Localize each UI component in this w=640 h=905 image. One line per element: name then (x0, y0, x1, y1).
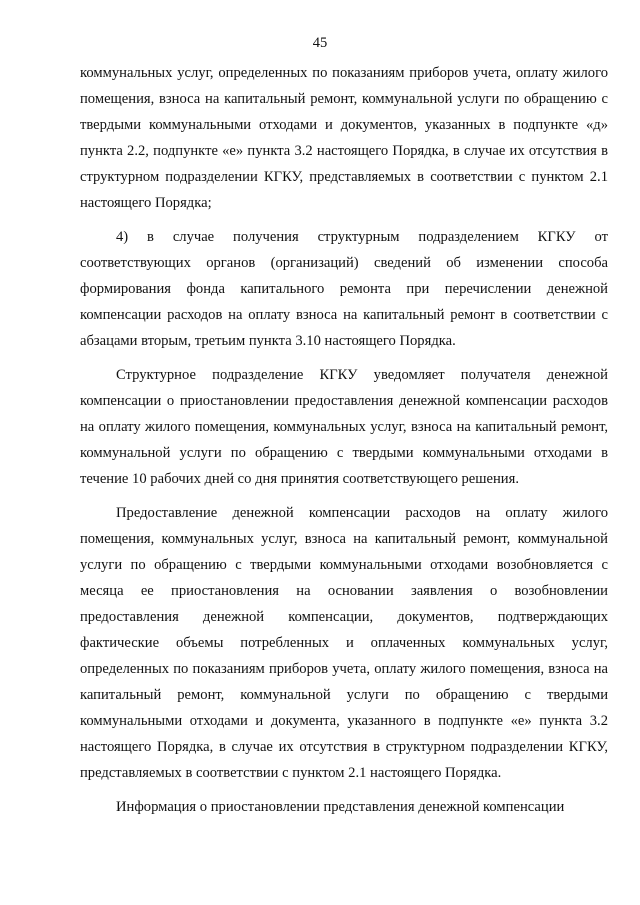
paragraph-resumption: Предоставление денежной компенсации расходов на оплату жилого помещения, коммунальных услуг, взноса на капитальный ремонт, коммунальной услуги по обращению с твердыми коммунальными отходами возобновляется с месяца ее приостановления на основании заявления о возобновлении предоставления денежной компенсации, документов, подтверждающих фактические объемы потребленных и оплаченных коммунальных услуг, определенных по показаниям приборов учета, оплату жилого помещения, взноса на капитальный ремонт, коммунальной услуги по обращению с твердыми коммунальными отходами и документа, указанного в подпункте «е» пункта 3.2 настоящего Порядка, в случае их отсутствия в структурном подразделении КГКУ, представляемых в соответствии с пунктом 2.1 настоящего Порядка. (80, 505, 608, 781)
paragraph-continuation: коммунальных услуг, определенных по показаниям приборов учета, оплату жилого помещения, взноса на капитальный ремонт, коммунальной услуги по обращению с твердыми коммунальными отходами и документов, указанных в подпункте «д» пункта 2.2, подпункте «е» пункта 3.2 настоящего Порядка, в случае их отсутствия в структурном подразделении КГКУ, представляемых в соответствии с пунктом 2.1 настоящего Порядка; (80, 65, 608, 211)
page-number: 45 (312, 35, 328, 51)
paragraph-notification: Структурное подразделение КГКУ уведомляет получателя денежной компенсации о приостановлении предоставления денежной компенсации расходов на оплату жилого помещения, коммунальных услуг, взноса на капитальный ремонт, коммунальной услуги по обращению с твердыми коммунальными отходами в течение 10 рабочих дней со дня принятия соответствующего решения. (80, 367, 608, 487)
paragraph-information: Информация о приостановлении представления денежной компенсации (116, 799, 565, 815)
paragraph-item-4: 4) в случае получения структурным подразделением КГКУ от соответствующих органов (организаций) сведений об изменении способа формирования фонда капитального ремонта при перечислении денежной компенсации расходов на оплату взноса на капитальный ремонт в соответствии с абзацами вторым, третьим пункта 3.10 настоящего Порядка. (80, 229, 608, 349)
document-body (80, 60, 608, 820)
